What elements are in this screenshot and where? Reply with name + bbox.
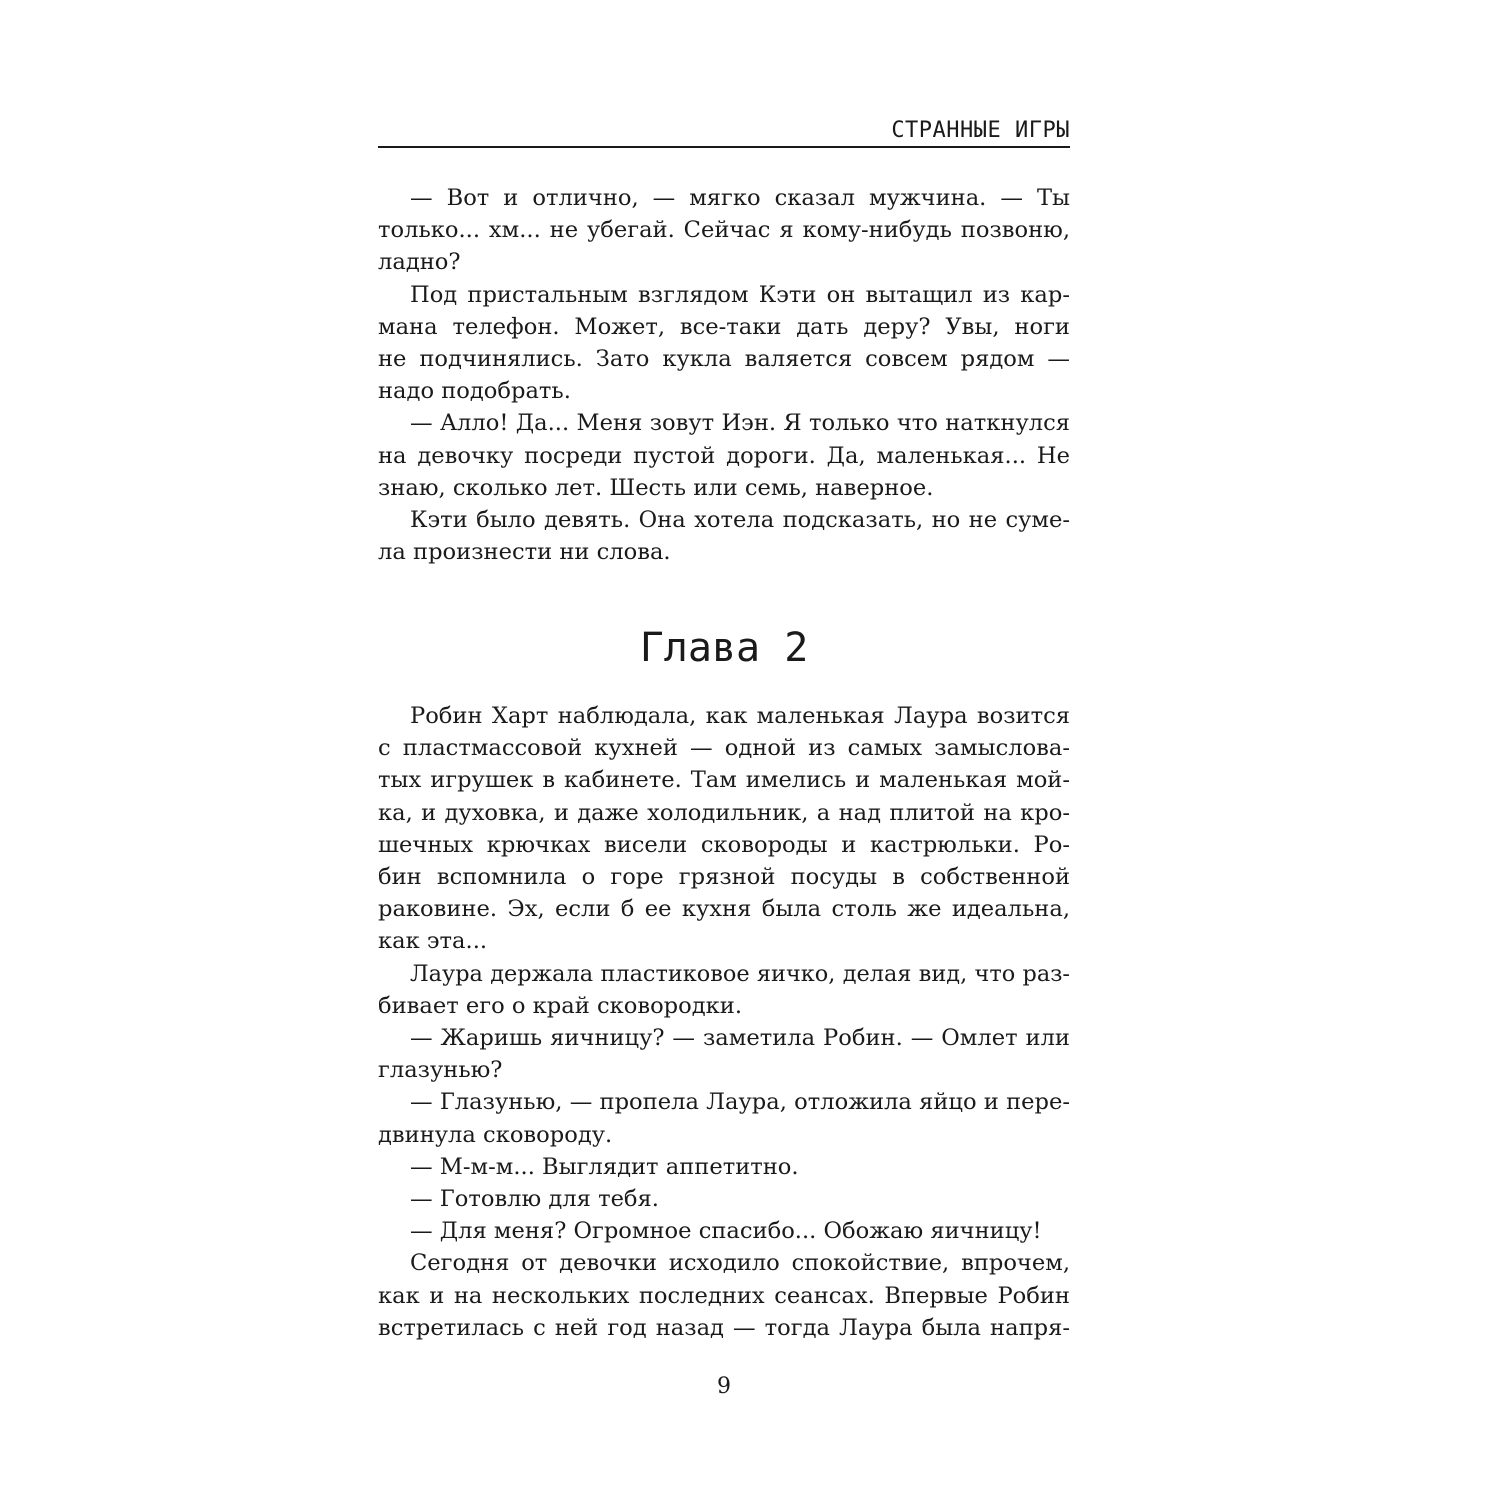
text-line: раковине. Эх, если б ее кухня была столь же идеальна, xyxy=(378,896,1070,923)
text-line: как и на нескольких последних сеансах. Впервые Робин xyxy=(378,1282,1070,1309)
text-line: — М-м-м... Выглядит аппетитно. xyxy=(410,1153,799,1180)
text-line: знаю, сколько лет. Шесть или семь, наверное. xyxy=(378,474,934,501)
text-line: — Для меня? Огромное спасибо... Обожаю яичницу! xyxy=(410,1218,1042,1245)
text-line: — Жаришь яичницу? — заметила Робин. — Омлет или xyxy=(410,1025,1070,1052)
text-line: ладно? xyxy=(378,249,461,276)
text-line: шечных крючках висели сковороды и кастрюльки. Ро- xyxy=(378,831,1070,858)
text-block-2 xyxy=(378,700,1070,1344)
text-line: Робин Харт наблюдала, как маленькая Лаура возится xyxy=(410,703,1070,729)
text-line: бин вспомнила о горе грязной посуды в собственной xyxy=(378,864,1070,891)
text-line: — Готовлю для тебя. xyxy=(410,1186,659,1213)
text-line: Сегодня от девочки исходило спокойствие, впрочем, xyxy=(410,1250,1070,1277)
text-line: мана телефон. Может, все-таки дать деру? Увы, ноги xyxy=(378,313,1070,340)
text-line: Лаура держала пластиковое яичко, делая вид, что раз- xyxy=(410,960,1070,987)
text-line: только... хм... не убегай. Сейчас я кому-нибудь позвоню, xyxy=(378,217,1070,244)
text-line: — Алло! Да... Меня зовут Иэн. Я только что наткнулся xyxy=(410,410,1070,437)
running-header: СТРАННЫЕ ИГРЫ xyxy=(891,118,1070,143)
text-line: надо подобрать. xyxy=(378,378,571,405)
text-block-1 xyxy=(378,182,1070,568)
text-line: — Глазунью, — пропела Лаура, отложила яйцо и пере- xyxy=(410,1089,1070,1116)
text-line: как эта... xyxy=(378,928,488,955)
text-line: — Вот и отлично, — мягко сказал мужчина. — Ты xyxy=(410,185,1070,211)
header-rule xyxy=(378,146,1070,148)
text-line: ла произнести ни слова. xyxy=(378,539,671,566)
text-line: двинула сковороду. xyxy=(378,1121,613,1148)
text-line: на девочку посреди пустой дороги. Да, маленькая... Не xyxy=(378,442,1070,469)
page-number: 9 xyxy=(717,1374,731,1399)
text-line: тых игрушек в кабинете. Там имелись и маленькая мой- xyxy=(378,767,1070,794)
chapter-title: Глава 2 xyxy=(639,625,809,671)
text-line: Кэти было девять. Она хотела подсказать, но не суме- xyxy=(410,507,1070,534)
text-line: ка, и духовка, и даже холодильник, а над плитой на кро- xyxy=(378,799,1070,826)
text-line: бивает его о край сковородки. xyxy=(378,992,743,1019)
text-line: Под пристальным взглядом Кэти он вытащил из кар- xyxy=(410,281,1070,308)
text-line: встретилась с ней год назад — тогда Лаура была напря- xyxy=(378,1314,1070,1341)
text-line: не подчинялись. Зато кукла валяется совсем рядом — xyxy=(378,346,1070,373)
text-line: глазунью? xyxy=(378,1057,503,1084)
text-line: с пластмассовой кухней — одной из самых замыслова- xyxy=(378,735,1070,762)
